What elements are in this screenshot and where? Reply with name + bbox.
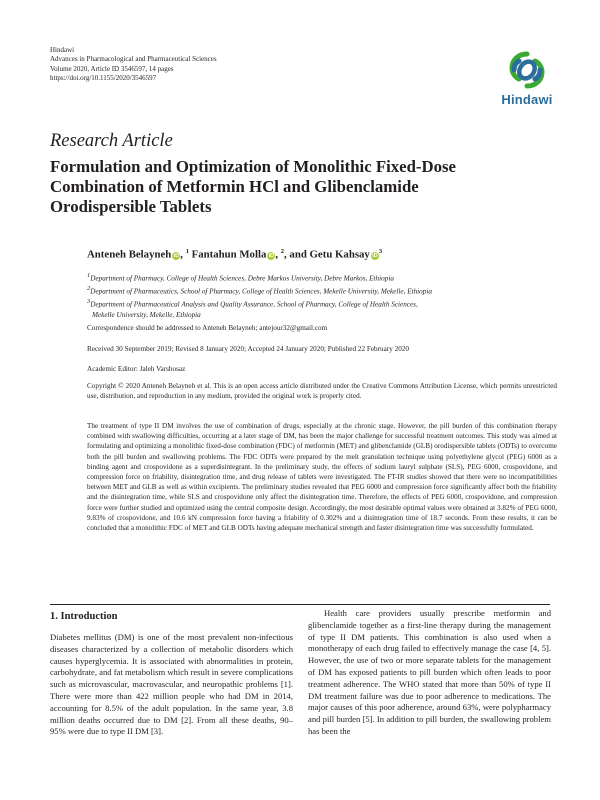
author-name[interactable]: Anteneh Belayneh: [87, 248, 172, 261]
paper-title: [50, 157, 550, 217]
orcid-icon[interactable]: iD: [173, 252, 180, 259]
author-name[interactable]: Fantahun Molla: [191, 248, 267, 261]
affiliation-sup: 2: [87, 284, 91, 292]
affiliation-text: Department of Pharmacy, College of Health Sciences, Debre Markos University, Debre Markos, Ethiopia: [90, 274, 394, 283]
affiliation-sup: 1: [185, 248, 189, 255]
copyright-notice: Copyright © 2020 Anteneh Belayneh et al. This is an open access article distributed under the Creative Commons Attribution License, which permits unrestricted use, distribution, and reproduction in any medium, provided the original work is properly cited.: [87, 382, 557, 400]
section-heading: 1. Introduction: [50, 611, 118, 622]
affiliation-sup: 3: [87, 297, 91, 305]
publisher-name: Hindawi: [50, 46, 75, 54]
affiliation-sup: 2: [280, 248, 285, 255]
author-separator: , and: [284, 248, 310, 261]
hindawi-logo-text: Hindawi: [501, 92, 553, 107]
article-type: Research Article: [50, 131, 173, 151]
hindawi-logo-icon: [506, 49, 548, 91]
hindawi-logo: [499, 49, 555, 107]
dates: Received 30 September 2019; Revised 8 January 2020; Accepted 24 January 2020; Published 22 February 2020: [87, 345, 409, 353]
affiliation-item: [87, 297, 557, 310]
abstract: The treatment of type II DM involves the use of combination of drugs, especially at the chronic stage. However, the pill burden of this combination therapy combined with swallowing difficulties, occurring at a later stage of DM, has been the major challenge for successful treatment outcomes. This study was aimed at formulating and optimizing a monolithic fixed-dose combination (FDC) of metformin (MET) and glibenclamide (GLB) orodispersible tablets (ODTs) to overcome both the pill burden and swallowing problems. The FDC ODTs were prepared by the melt granulation technique using polyethylene glycol (PEG) 6000 as a binding agent and crospovidone as a superdisintegrant. In the preliminary study, the effects of sodium lauryl sulphate (SLS), PEG 6000, crospovidone, and compression force on friability, disintegration time, and drug release of tablets were investigated. The FT-IR studies showed that there were no incompatibilities between MET and GLB as well as within excipients. The preliminary studies revealed that PEG 6000 and compression force significantly affect both the friability and the disintegration time, while SLS and crospovidone only affect the disintegration time. Therefore, the effects of PEG 6000, crospovidone, and compression force were further studied and optimized using the central composite design. Accordingly, the most desirable optimal values were obtained at 3.82% of PEG 6000, 9.83% of crospovidone, and 10.6 kN compression force having a friability of 0.302% and a disintegration time of 18.7 seconds. From these results, it can be concluded that a monolithic FDC of MET and GLB ODTs having adequate mechanical strength and faster disintegration time was successfully formulated.: [87, 422, 557, 533]
affiliation-text: Department of Pharmaceutical Analysis and Quality Assurance, School of Pharmacy, College of Health Sciences,: [90, 300, 418, 309]
correspondence[interactable]: Correspondence should be addressed to Anteneh Belayneh; antejour32@gmail.com: [87, 324, 328, 332]
doi-link[interactable]: https://doi.org/10.1155/2020/3546597: [50, 73, 157, 82]
academic-editor: Academic Editor: Jaleh Varshosaz: [87, 365, 186, 373]
title-line: Formulation and Optimization of Monolithic Fixed-Dose: [50, 157, 457, 176]
volume-info: Volume 2020, Article ID 3546597, 14 pages: [50, 64, 174, 73]
affiliations: [87, 271, 557, 320]
body-column-right: Health care providers usually prescribe metformin and glibenclamide together as a first-line therapy during the management of type II DM patients. This combination is also used when a monotherapy of each drug failed to effectively manage the case [4, 5]. However, the use of two or more separate tablets for the management of DM has exposed patients to pill burden which often leads to poor treatment adherence. The WHO stated that more than 50% of type II DM treatment failure was due to poor adherence to medications. The major causes of this poor adherence, around 63%, were polypharmacy and pill burden [5]. In addition to pill burden, the swallowing problem has been the: [308, 608, 551, 736]
orcid-icon[interactable]: iD: [268, 252, 275, 259]
title-line: Orodispersible Tablets: [50, 197, 212, 216]
orcid-icon[interactable]: iD: [372, 252, 378, 259]
affiliation-sup: 1: [87, 272, 91, 279]
section-divider: [50, 604, 550, 605]
author-name[interactable]: Getu Kahsay: [309, 248, 370, 261]
author-separator: ,: [180, 248, 186, 261]
journal-name: Advances in Pharmacological and Pharmaceutical Sciences: [50, 55, 217, 64]
affiliation-text: Department of Pharmaceutics, School of Pharmacy, College of Health Sciences, Mekelle University, Mekelle, Ethiopia: [90, 287, 432, 296]
title-line: Combination of Metformin HCl and Glibenclamide: [50, 177, 419, 196]
affiliation-sup: 3: [378, 248, 383, 255]
affiliation-item: [87, 271, 557, 284]
journal-header: [50, 46, 217, 83]
affiliation-item: [87, 284, 557, 297]
affiliation-continuation: Mekelle University, Mekelle, Ethiopia: [92, 310, 201, 319]
author-separator: ,: [275, 248, 281, 261]
author-list: [87, 248, 382, 261]
body-column-left: Diabetes mellitus (DM) is one of the most prevalent non-infectious diseases characterized by a collection of metabolic disorders which causes hyperglycemia. It is associated with abnormalities in protein, carbohydrate, and fat metabolism which result in severe complications such as microvascular, macrovascular, and neuropathic problems [1]. There were more than 422 million people who had DM in 2014, accounting for 8.5% of the adult population. In the same year, 3.8 million deaths occurred due to DM [2]. From all these deaths, 90–95% were due to type II DM [3].: [50, 632, 293, 737]
